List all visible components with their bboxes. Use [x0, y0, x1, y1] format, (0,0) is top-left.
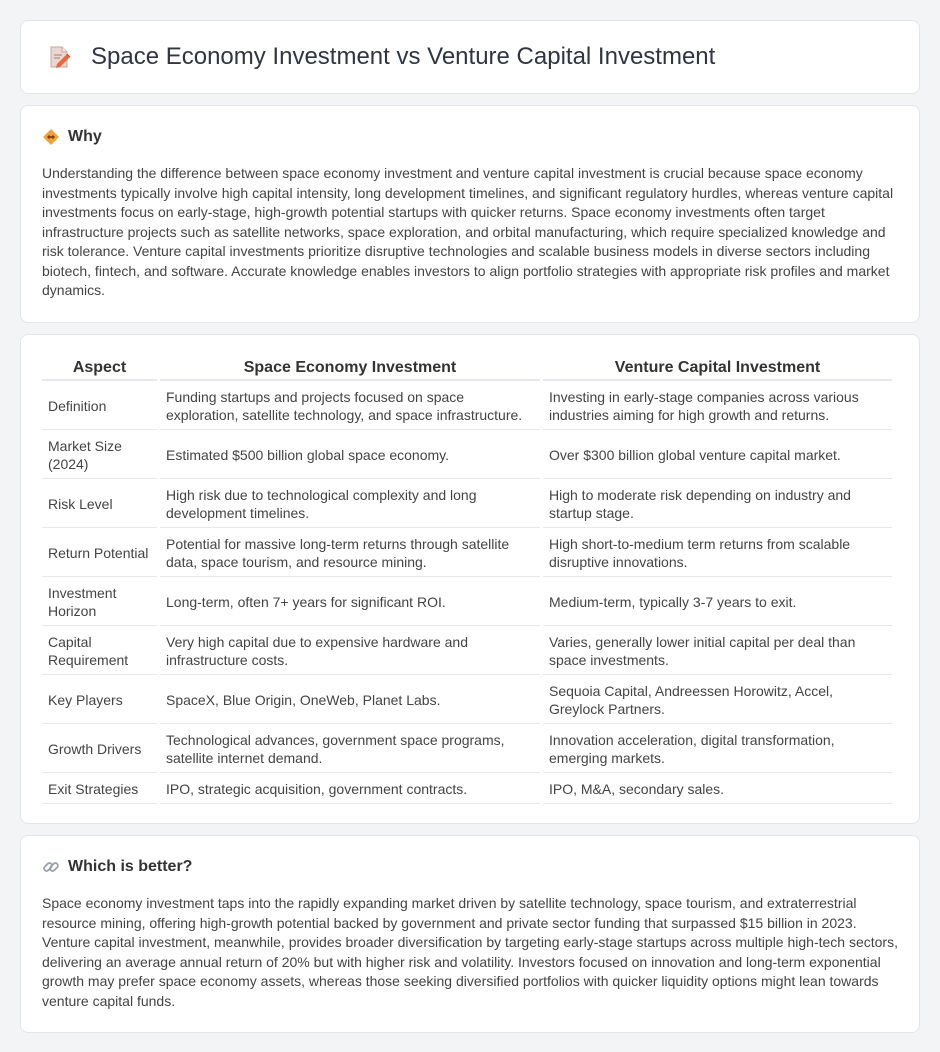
cell-vc: Sequoia Capital, Andreessen Horowitz, Accel, Greylock Partners. [543, 675, 892, 724]
title-card [20, 20, 920, 94]
cell-vc: High short-to-medium term returns from scalable disruptive innovations. [543, 528, 892, 577]
header-aspect: Aspect [42, 353, 157, 381]
cell-aspect: Growth Drivers [42, 724, 157, 773]
table-row [42, 479, 892, 528]
cell-aspect: Return Potential [42, 528, 157, 577]
cell-aspect: Key Players [42, 675, 157, 724]
link-icon [42, 858, 60, 876]
cell-space: Funding startups and projects focused on space exploration, satellite technology, and space infrastructure. [160, 381, 540, 430]
cell-vc: IPO, M&A, secondary sales. [543, 773, 892, 804]
cell-vc: Over $300 billion global venture capital market. [543, 430, 892, 479]
cell-aspect: Market Size (2024) [42, 430, 157, 479]
cell-aspect: Investment Horizon [42, 577, 157, 626]
cell-space: Potential for massive long-term returns through satellite data, space tourism, and resource mining. [160, 528, 540, 577]
cell-space: High risk due to technological complexity and long development timelines. [160, 479, 540, 528]
table-row [42, 381, 892, 430]
better-heading: Which is better? [68, 858, 193, 875]
comparison-table-card [20, 334, 920, 824]
why-header [42, 128, 898, 146]
cell-vc: Investing in early-stage companies across various industries aiming for high growth and returns. [543, 381, 892, 430]
header-vc: Venture Capital Investment [543, 353, 892, 381]
table-row [42, 528, 892, 577]
cell-vc: Varies, generally lower initial capital per deal than space investments. [543, 626, 892, 675]
table-row [42, 773, 892, 804]
cell-space: IPO, strategic acquisition, government contracts. [160, 773, 540, 804]
cell-space: Long-term, often 7+ years for significant ROI. [160, 577, 540, 626]
diamond-arrows-icon [42, 128, 60, 146]
cell-space: Technological advances, government space programs, satellite internet demand. [160, 724, 540, 773]
table-row [42, 430, 892, 479]
table-row [42, 675, 892, 724]
cell-vc: High to moderate risk depending on industry and startup stage. [543, 479, 892, 528]
cell-aspect: Definition [42, 381, 157, 430]
better-text: Space economy investment taps into the rapidly expanding market driven by satellite technology, space tourism, and extraterrestrial resource mining, offering high-growth potential backed by government and private sector funding that surpassed $15 billion in 2023. Venture capital investment, meanwhile, provides broader diversification by targeting early-stage startups across multiple high-tech sectors, delivering an average annual return of 20% but with higher risk and volatility. Investors focused on innovation and long-term exponential growth may prefer space economy assets, whereas those seeking diversified portfolios with quicker liquidity options might lean towards venture capital funds. [42, 895, 898, 1009]
cell-vc: Medium-term, typically 3-7 years to exit. [543, 577, 892, 626]
header-space: Space Economy Investment [160, 353, 540, 381]
comparison-table [39, 353, 895, 804]
cell-space: Estimated $500 billion global space economy. [160, 430, 540, 479]
table-row [42, 626, 892, 675]
cell-space: SpaceX, Blue Origin, OneWeb, Planet Labs. [160, 675, 540, 724]
table-row [42, 724, 892, 773]
cell-aspect: Risk Level [42, 479, 157, 528]
cell-aspect: Capital Requirement [42, 626, 157, 675]
better-header [42, 858, 898, 876]
why-heading: Why [68, 128, 102, 145]
cell-aspect: Exit Strategies [42, 773, 157, 804]
why-text: Understanding the difference between space economy investment and venture capital investment is crucial because space economy investments typically involve high capital intensity, long development timelines, and significant regulatory hurdles, whereas venture capital investments focus on early-stage, high-growth potential startups with quicker returns. Space economy investments often target infrastructure projects such as satellite networks, space exploration, and orbital manufacturing, which require specialized knowledge and risk tolerance. Venture capital investments prioritize disruptive technologies and scalable business models in diverse sectors including biotech, fintech, and software. Accurate knowledge enables investors to align portfolio strategies with appropriate risk profiles and market dynamics. [42, 165, 894, 298]
document-pencil-icon [45, 43, 73, 71]
cell-space: Very high capital due to expensive hardware and infrastructure costs. [160, 626, 540, 675]
table-row [42, 577, 892, 626]
table-header-row [42, 353, 892, 381]
page-title: Space Economy Investment vs Venture Capital Investment [91, 43, 716, 70]
cell-vc: Innovation acceleration, digital transformation, emerging markets. [543, 724, 892, 773]
why-section [20, 105, 920, 323]
better-section [20, 835, 920, 1033]
